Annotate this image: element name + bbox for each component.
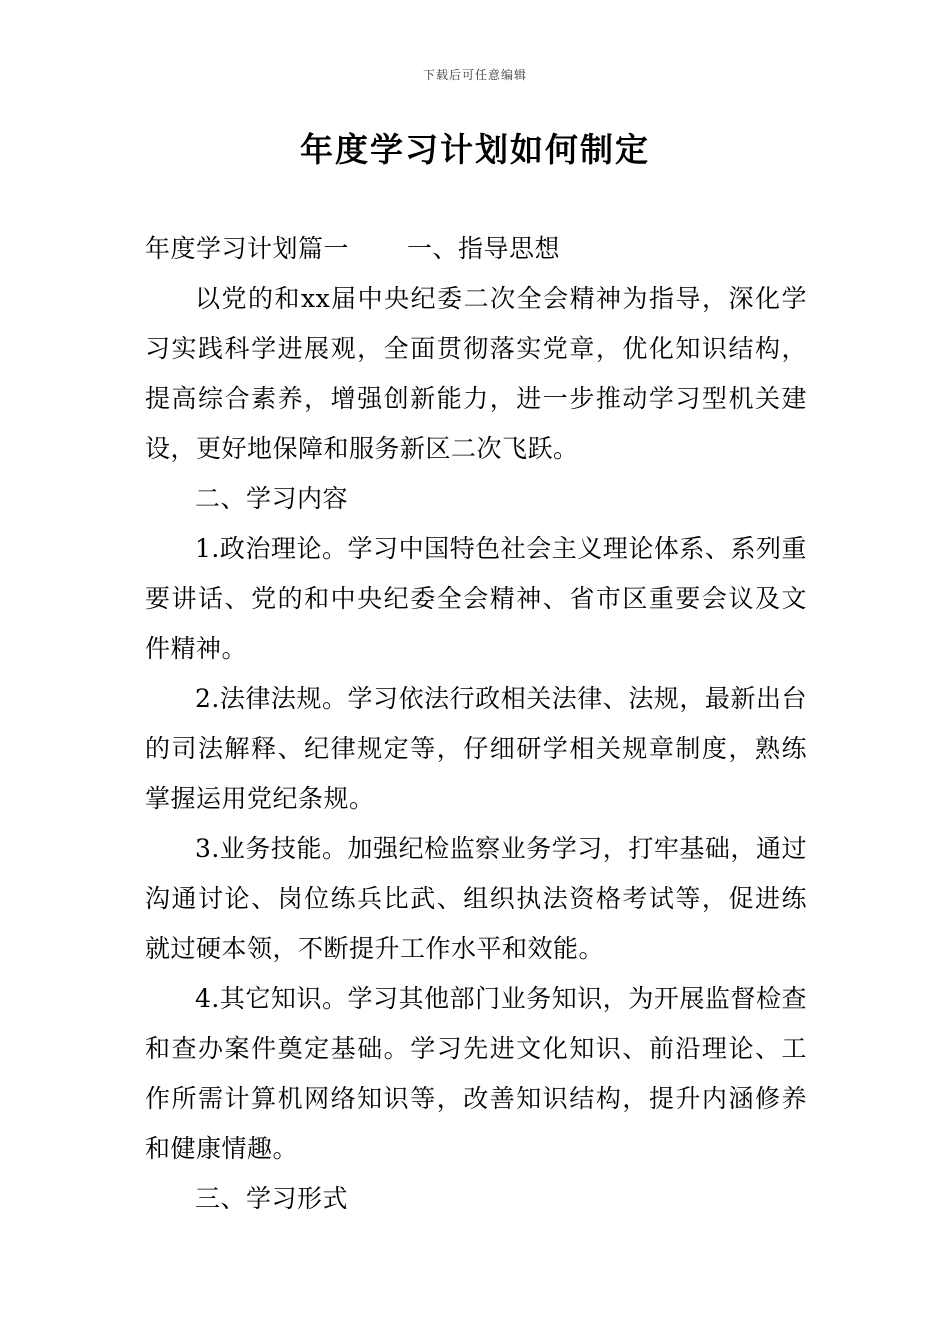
section-heading-3: 三、学习形式: [195, 1184, 349, 1213]
document-body: [145, 224, 807, 1224]
list-item-law: 2.法律法规。学习依法行政相关法律、法规，最新出台的司法解释、纪律规定等，仔细研学相关规章制度，熟练掌握运用党纪条规。: [145, 684, 807, 813]
list-item-politics: 1.政治理论。学习中国特色社会主义理论体系、系列重要讲话、党的和中央纪委全会精神、省市区重要会议及文件精神。: [145, 534, 807, 663]
list-item-other: 4.其它知识。学习其他部门业务知识，为开展监督检查和查办案件奠定基础。学习先进文化知识、前沿理论、工作所需计算机网络知识等，改善知识结构，提升内涵修养和健康情趣。: [145, 984, 807, 1163]
header-note: 下载后可任意编辑: [422, 68, 527, 82]
document-title: 年度学习计划如何制定: [300, 130, 650, 169]
section-heading-1: 一、指导思想: [407, 234, 561, 263]
first-line: [145, 224, 807, 274]
section-heading-2: 二、学习内容: [195, 484, 349, 513]
list-item-skills: 3.业务技能。加强纪检监察业务学习，打牢基础，通过沟通讨论、岗位练兵比武、组织执法资格考试等，促进练就过硬本领，不断提升工作水平和效能。: [145, 834, 807, 963]
part-label: 年度学习计划篇一: [145, 234, 350, 263]
paragraph-guiding-thought: 以党的和xx届中央纪委二次全会精神为指导，深化学习实践科学进展观，全面贯彻落实党章，优化知识结构，提高综合素养，增强创新能力，进一步推动学习型机关建设，更好地保障和服务新区二次飞跃。: [145, 284, 807, 463]
